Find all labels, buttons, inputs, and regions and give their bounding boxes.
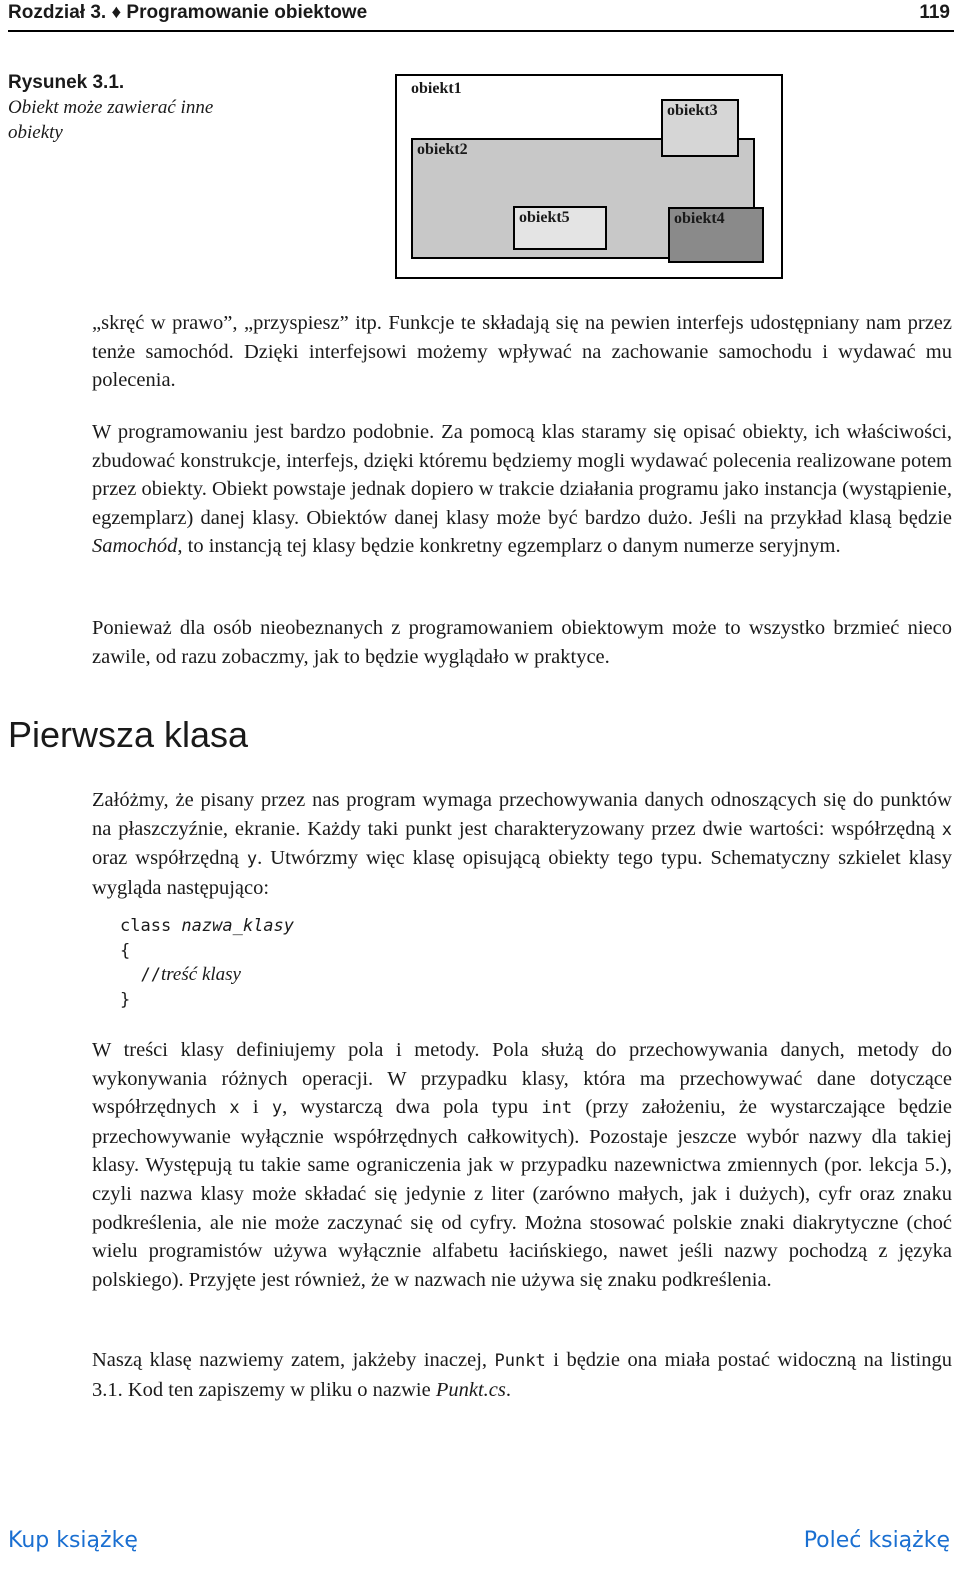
inline-code-y: y xyxy=(271,1098,283,1119)
class-name-samochod: Samochód xyxy=(92,535,178,558)
code-line-4: } xyxy=(120,989,131,1010)
paragraph-4-text-end: . Utwórzmy więc klasę opisującą obiekty tego typu. Schematyczny szkielet klasy wygląda następująco: xyxy=(92,847,952,899)
section-title: Pierwsza klasa xyxy=(8,714,249,755)
paragraph-4-text: Załóżmy, że pisany przez nas program wymaga przechowywania danych odnoszących się do punktów na płaszczyźnie, ekranie. Każdy taki punkt jest charakteryzowany przez dwie wartości: współrzędną xyxy=(92,789,952,840)
object1-label: obiekt1 xyxy=(411,80,462,97)
paragraph-2-text-end: , to instancją tej klasy będzie konkretny egzemplarz o danym numerze seryjnym. xyxy=(177,535,841,558)
file-name: Punkt.cs xyxy=(435,1378,506,1401)
figure-label: Rysunek 3.1. xyxy=(8,72,125,93)
recommend-book-link[interactable]: Poleć książkę xyxy=(803,1528,950,1553)
object4-label: obiekt4 xyxy=(674,210,725,227)
inline-code-y: y xyxy=(246,849,258,870)
object5-box xyxy=(513,206,607,250)
code-comment: treść klasy xyxy=(160,964,241,985)
code-line-3 xyxy=(120,963,294,988)
code-line-1 xyxy=(120,914,294,939)
inline-code-punkt: Punkt xyxy=(494,1351,546,1371)
figure-caption xyxy=(8,70,228,145)
inline-code-int: int xyxy=(541,1098,573,1119)
inline-code-x: x xyxy=(941,819,952,840)
code-class-name: nazwa_klasy xyxy=(181,916,295,936)
paragraph-5 xyxy=(92,1036,952,1294)
chapter-title: Rozdział 3. ♦ Programowanie obiektowe xyxy=(8,2,368,23)
code-keyword: class xyxy=(120,916,182,936)
object5-label: obiekt5 xyxy=(519,209,570,226)
paragraph-5-conj: i xyxy=(239,1096,272,1119)
page-number: 119 xyxy=(919,2,950,23)
inline-code-x: x xyxy=(229,1098,240,1119)
paragraph-2-text: W programowaniu jest bardzo podobnie. Za pomocą klas staramy się opisać obiekty, ich właściwości, zbudować konstrukcje, interfejs, dzięki któremu będziemy mogli wydawać polecenia realizowane potem przez obiekty. Obiekt powstaje jednak dopiero w trakcie działania programu jako instancja (wystąpienie, egzemplarz) danej klasy. Obiektów danej klasy może być bardzo dużo. Jeśli na przykład klasą będzie xyxy=(92,421,952,529)
figure-objects-diagram xyxy=(395,74,783,279)
paragraph-5-text-end: (przy założeniu, że wystarczające będzie przechowywanie wyłącznie współrzędnych całkowitych). Pozostaje jeszcze wybór nazwy dla takiej klasy. Występują tu takie same ograniczenia jak w przypadku nazewnictwa zmiennych (por. lekcja 5.), czyli nazwa klasy może składać się jedynie z liter (zarówno małych, jak i dużych), cyfr oraz znaku podkreślenia, ale nie może zaczynać się od cyfry. Można stosować polskie znaki diakrytyczne (choć wielu programistów używa wyłącznie alfabetu łacińskiego, nawet jeśli nazwy pochodzą z języka polskiego). Przyjęte jest również, że w nazwach nie używa się znaku podkreślenia. xyxy=(92,1096,952,1291)
paragraph-5-text-mid: , wystarczą dwa pola typu xyxy=(282,1096,542,1119)
paragraph-4-text-mid: oraz współrzędną xyxy=(92,847,247,870)
paragraph-3: Ponieważ dla osób nieobeznanych z programowaniem obiektowym może to wszystko brzmieć nieco zawile, od razu zobaczmy, jak to będzie wyglądało w praktyce. xyxy=(92,617,952,668)
paragraph-1: „skręć w prawo”, „przyspiesz” itp. Funkcje te składają się na pewien interfejs udostępniany nam przez tenże samochód. Dzięki interfejsowi możemy wpływać na zachowanie samochodu i wydawać mu polecenia. xyxy=(92,312,952,392)
object3-label: obiekt3 xyxy=(667,102,718,119)
object3-box xyxy=(661,99,739,157)
code-line-2: { xyxy=(120,940,131,961)
code-comment-slashes: // xyxy=(140,965,161,985)
paragraph-6 xyxy=(92,1346,952,1404)
paragraph-6-text-mid: i będzie ona miała postać widoczną na listingu 3.1. Kod ten zapiszemy w pliku o nazwie xyxy=(92,1349,952,1401)
page-header xyxy=(8,0,954,32)
paragraph-6-text-end: . xyxy=(505,1378,512,1401)
figure-description: Obiekt może zawierać inne obiekty xyxy=(8,97,214,143)
code-snippet xyxy=(120,914,294,1012)
object2-label: obiekt2 xyxy=(417,141,468,158)
paragraph-6-text: Naszą klasę nazwiemy zatem, jakżeby inaczej, xyxy=(92,1349,495,1371)
object4-box xyxy=(668,207,764,263)
paragraph-4 xyxy=(92,786,952,902)
paragraph-5-text: W treści klasy definiujemy pola i metody. Pola służą do przechowywania danych, metody do wykonywania różnych operacji. W przypadku klasy, która ma przechowywać dane dotyczące współrzędnych xyxy=(92,1039,952,1119)
buy-book-link[interactable]: Kup książkę xyxy=(8,1528,138,1553)
paragraph-2 xyxy=(92,418,952,561)
